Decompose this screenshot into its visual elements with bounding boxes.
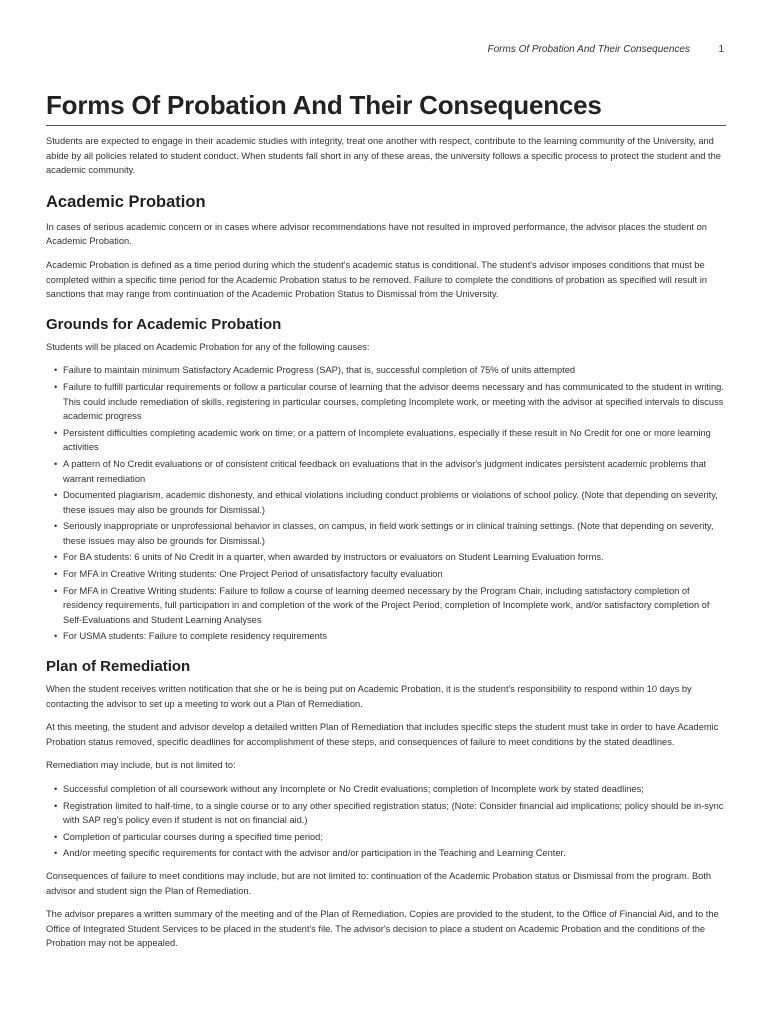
remediation-paragraph: Consequences of failure to meet conditions may include, but are not limited to: continuation of the Academic Probation status or Dismissal from the program. Both advisor and student sign the Plan of Remediation.	[46, 870, 712, 896]
page-number: 1	[718, 44, 724, 55]
list-item: • A pattern of No Credit evaluations or of consistent critical feedback on evaluations that in the advisor's judgment indicates persistent academic problems that warrant remediation	[54, 457, 726, 486]
grounds-intro: Students will be placed on Academic Probation for any of the following causes:	[46, 341, 370, 352]
running-header-title: Forms Of Probation And Their Consequences	[487, 44, 690, 55]
list-item: • Documented plagiarism, academic dishonesty, and ethical violations including conduct problems or violations of school policy. (Note that depending on severity, these issues may also be grounds for Dismissal.)	[54, 488, 726, 517]
document-content	[46, 88, 726, 960]
remediation-paragraph: The advisor prepares a written summary of the meeting and of the Plan of Remediation. Copies are provided to the student, to the Office of Financial Aid, and to the Office of Integrated Student Services to be placed in the student's file. The advisor's decision to place a student on Academic Probation and the conditions of the Probation may not be appealed.	[46, 909, 719, 949]
academic-probation-paragraph: Academic Probation is defined as a time period during which the student's academic status is conditional. The student's advisor imposes conditions that must be completed within a specific time period for the Academic Probation status to be removed. Failure to complete the conditions of probation as specified will result in sanctions that may range from continuation of the Academic Probation Status to Dismissal from the University.	[46, 259, 707, 300]
page-title: Forms Of Probation And Their Consequences	[46, 88, 726, 126]
list-item: • Failure to fulfill particular requirements or follow a particular course of learning that the advisor deems necessary and has communicated to the student in writing. This could include remediation of skills, registering in particular courses, completing Incomplete work, or meeting with the advisor at specified intervals to discuss academic progress	[54, 380, 726, 424]
list-item: • For BA students: 6 units of No Credit in a quarter, when awarded by instructors or evaluators on Student Learning Evaluation forms.	[54, 550, 726, 565]
list-item: • For USMA students: Failure to complete residency requirements	[54, 629, 726, 644]
grounds-list	[46, 363, 726, 644]
remediation-list	[46, 782, 726, 861]
remediation-list-intro: Remediation may include, but is not limited to:	[46, 760, 236, 771]
list-item: • For MFA in Creative Writing students: Failure to follow a course of learning deemed necessary by the Program Chair, including satisfactory completion of residency requirements, full participation in and completion of the work of the Project Period, completion of Incomplete work, and/or satisfactory completion of Self-Evaluations and Student Learning Analyses	[54, 584, 726, 628]
list-item: • Failure to maintain minimum Satisfactory Academic Progress (SAP), that is, successful completion of 75% of units attempted	[54, 363, 726, 378]
section-heading-academic-probation: Academic Probation	[46, 192, 206, 211]
list-item: • Registration limited to half-time, to a single course or to any other specified registration status; (Note: Consider financial aid implications; policy should be in-sync with SAP reg's policy even if student is not on financial aid.)	[54, 799, 726, 828]
section-heading-grounds: Grounds for Academic Probation	[46, 315, 282, 333]
list-item: • Persistent difficulties completing academic work on time; or a pattern of Incomplete evaluations, especially if these result in No Credit for one or more learning activities	[54, 426, 726, 455]
section-heading-remediation: Plan of Remediation	[46, 658, 191, 676]
list-item: • For MFA in Creative Writing students: One Project Period of unsatisfactory faculty evaluation	[54, 567, 726, 582]
running-header	[46, 44, 724, 58]
remediation-paragraph: When the student receives written notification that she or he is being put on Academic Probation, it is the student's responsibility to respond within 10 days by contacting the advisor to set up a meeting to work out a Plan of Remediation.	[46, 684, 692, 709]
list-item: • And/or meeting specific requirements for contact with the advisor and/or participation in the Teaching and Learning Center.	[54, 846, 726, 861]
list-item: • Seriously inappropriate or unprofessional behavior in classes, on campus, in field work settings or in clinical training settings. (Note that depending on severity, these issues may also be grounds for Dismissal.)	[54, 519, 726, 548]
intro-paragraph: Students are expected to engage in their academic studies with integrity, treat one another with respect, contribute to the learning community of the University, and abide by all policies related to student conduct. When students fall short in any of these areas, the university follows a specific process to protect the student and the academic community.	[46, 136, 721, 176]
list-item: • Successful completion of all coursework without any Incomplete or No Credit evaluations; completion of Incomplete work by stated deadlines;	[54, 782, 726, 797]
remediation-paragraph: At this meeting, the student and advisor develop a detailed written Plan of Remediation that includes specific steps the student must take in order to have Academic Probation status removed, specific deadlines for accomplishment of these steps, and consequences of failure to meet conditions by the stated deadlines.	[46, 722, 719, 747]
academic-probation-paragraph: In cases of serious academic concern or in cases where advisor recommendations have not resulted in improved performance, the advisor places the student on Academic Probation.	[46, 221, 707, 247]
list-item: • Completion of particular courses during a specified time period;	[54, 830, 726, 845]
